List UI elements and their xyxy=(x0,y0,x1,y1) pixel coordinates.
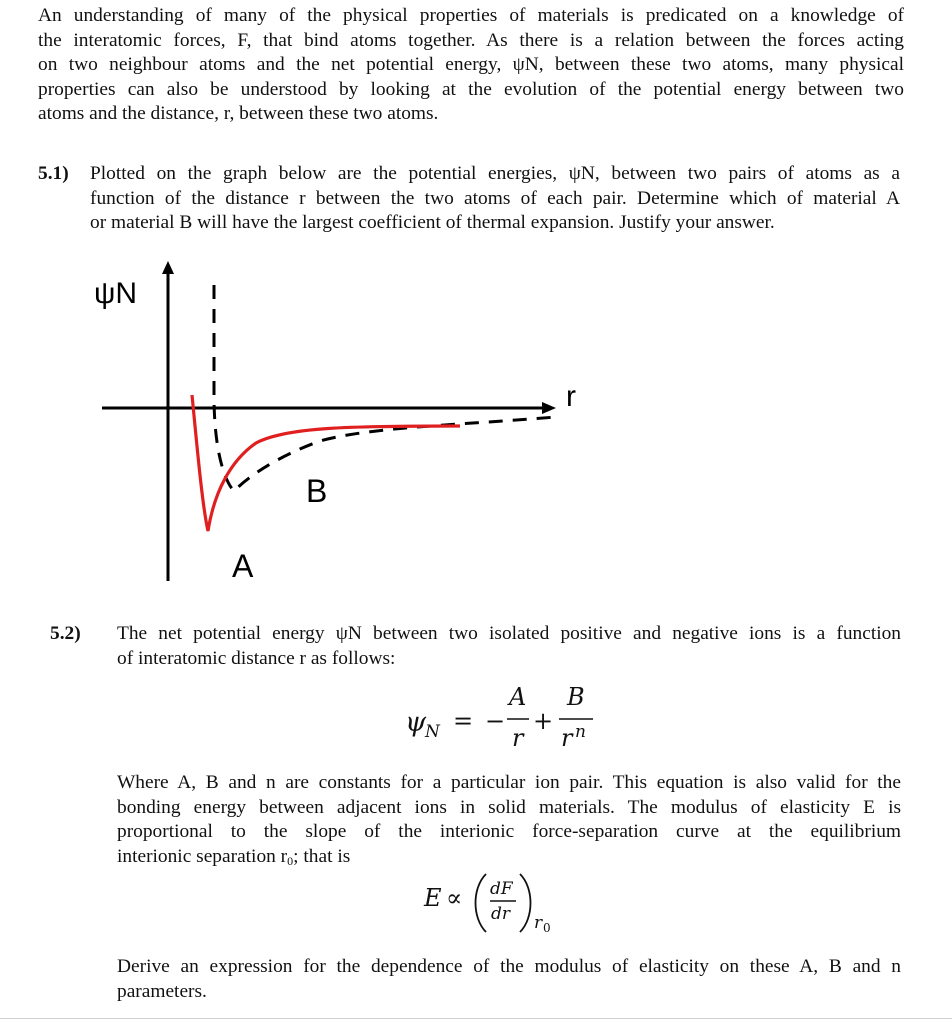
intro-paragraph xyxy=(38,4,904,127)
eq-num-a: A xyxy=(509,683,527,711)
question-number-5-1: 5.1) xyxy=(38,163,69,184)
question-5-2-text xyxy=(117,622,901,671)
eq2-eval-sub: 0 xyxy=(543,921,551,935)
eq2-den: dr xyxy=(491,904,511,924)
derive-paragraph xyxy=(117,955,901,1004)
modulus-equation xyxy=(420,862,580,937)
y-axis-label: ψN xyxy=(94,277,138,310)
q51-line: function of the distance r between the two atoms of each pair. Determine which of material A xyxy=(90,187,900,209)
eq2-left-paren xyxy=(476,874,487,932)
eq2-num: dF xyxy=(490,879,513,899)
intro-line: the interatomic forces, F, that bind atoms together. As there is a relation between the forces acting xyxy=(38,29,904,51)
potential-energy-chart xyxy=(80,255,600,595)
eq2-prop: ∝ xyxy=(446,884,463,912)
where-line-text: interionic separation r xyxy=(117,845,288,867)
q51-line: Plotted on the graph below are the potential energies, ψN, between two pairs of atoms as a xyxy=(90,163,900,184)
intro-line: atoms and the distance, r, between these two atoms. xyxy=(38,103,439,125)
potential-energy-equation xyxy=(393,675,613,750)
question-number-5-2: 5.2) xyxy=(50,623,81,644)
intro-line: An understanding of many of the physical properties of materials is predicated on a knowledge of xyxy=(38,5,904,26)
derive-line: Derive an expression for the dependence of the modulus of elasticity on these A, B and n xyxy=(117,956,901,977)
intro-line: properties can also be understood by looking at the evolution of the potential energy between two xyxy=(38,78,904,100)
q51-line: or material B will have the largest coefficient of thermal expansion. Justify your answer. xyxy=(90,212,775,234)
question-5-1-text xyxy=(90,162,900,236)
page-bottom-divider xyxy=(0,1018,952,1019)
eq2-eval-r: r xyxy=(534,913,543,933)
where-paragraph xyxy=(117,771,901,869)
eq-den-a: r xyxy=(512,724,524,750)
curve-label-a: A xyxy=(232,548,254,584)
q52-line: of interatomic distance r as follows: xyxy=(117,647,396,669)
eq2-e: E xyxy=(424,884,442,912)
eq2-right-paren xyxy=(520,874,531,932)
eq-den-b: r xyxy=(561,724,573,750)
eq-minus: − xyxy=(485,707,506,735)
derive-line: parameters. xyxy=(117,980,207,1002)
y-axis-arrowhead xyxy=(162,261,174,274)
eq-psi: ψ xyxy=(405,707,427,738)
eq-plus: + xyxy=(533,707,554,735)
eq-psi-sub: N xyxy=(425,722,440,742)
curve-b xyxy=(214,285,556,491)
where-line: proportional to the slope of the interionic force-separation curve at the equilibrium xyxy=(117,821,901,843)
eq-den-b-sup: n xyxy=(575,722,586,742)
r0-subscript: 0 xyxy=(287,853,294,868)
eq-num-b: B xyxy=(567,683,585,711)
q52-line: The net potential energy ψN between two isolated positive and negative ions is a function xyxy=(117,623,901,644)
intro-line: on two neighbour atoms and the net potential energy, ψN, between these two atoms, many physical xyxy=(38,54,904,76)
curve-label-b: B xyxy=(306,473,328,509)
eq-equals: = xyxy=(453,707,474,735)
where-line-tail: ; that is xyxy=(293,845,351,867)
where-line: bonding energy between adjacent ions in solid materials. The modulus of elasticity E is xyxy=(117,796,901,818)
x-axis-label: r xyxy=(566,380,576,413)
x-axis-arrowhead xyxy=(542,402,556,414)
curve-a xyxy=(192,395,460,531)
where-line: Where A, B and n are constants for a particular ion pair. This equation is also valid for the xyxy=(117,772,901,793)
